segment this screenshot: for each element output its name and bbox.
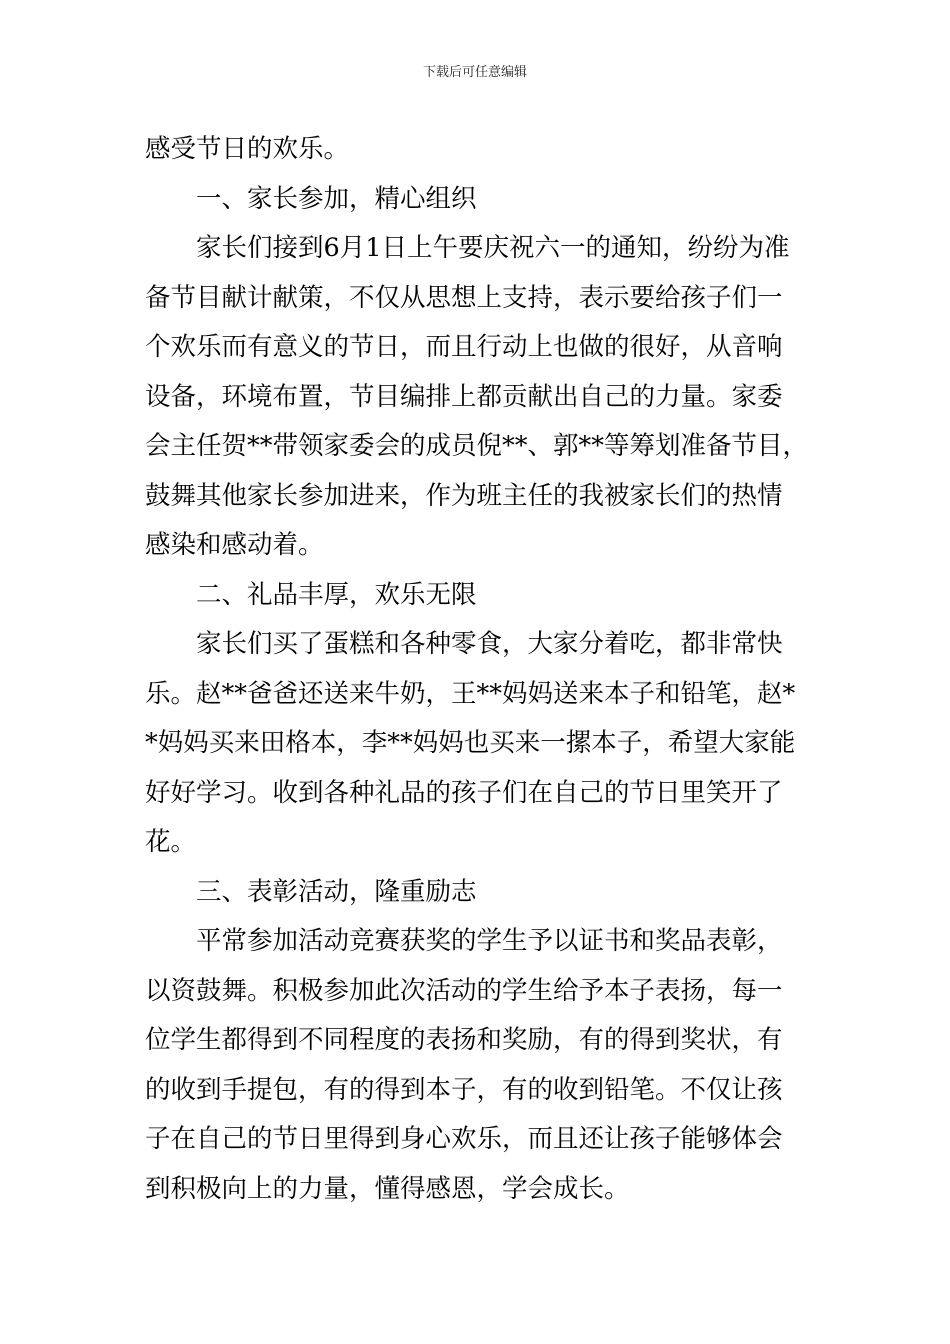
section-heading: 三、表彰活动，隆重励志 [196, 876, 477, 907]
text-line: 设备，环境布置，节目编排上都贡献出自己的力量。家委 [145, 381, 783, 412]
document-body [145, 125, 811, 1214]
text-line: 好好学习。收到各种礼品的孩子们在自己的节日里笑开了 [145, 777, 783, 808]
text-line: 子在自己的节日里得到身心欢乐，而且还让孩子能够体会 [145, 1124, 783, 1154]
text-line: 个欢乐而有意义的节日，而且行动上也做的很好，从音响 [145, 332, 783, 362]
text-line: 平常参加活动竞赛获奖的学生予以证书和奖品表彰， [196, 926, 783, 956]
text-line: *妈妈买来田格本，李**妈妈也买来一摞本子，希望大家能 [145, 728, 796, 758]
page-header: 下载后可任意编辑 [422, 65, 527, 80]
text-line: 到积极向上的力量，懂得感恩，学会成长。 [145, 1173, 630, 1204]
text-line: 的收到手提包，有的得到本子，有的收到铅笔。不仅让孩 [145, 1074, 783, 1105]
text-line: 位学生都得到不同程度的表扬和奖励，有的得到奖状，有 [145, 1025, 783, 1055]
section-heading: 一、家长参加，精心组织 [196, 183, 477, 214]
text-line: 备节目献计献策，不仅从思想上支持，表示要给孩子们一 [145, 282, 783, 313]
text-line: 感染和感动着。 [145, 530, 324, 560]
section-heading: 二、礼品丰厚，欢乐无限 [196, 579, 477, 610]
text-line: 以资鼓舞。积极参加此次活动的学生给予本子表扬，每一 [145, 975, 783, 1006]
text-line: 乐。赵**爸爸还送来牛奶，王**妈妈送来本子和铅笔，赵* [145, 678, 796, 709]
text-line: 家长们接到6月1日上午要庆祝六一的通知，纷纷为准 [196, 233, 790, 263]
text-line: 会主任贺**带领家委会的成员倪**、郭**等筹划准备节目， [145, 431, 809, 461]
text-line: 鼓舞其他家长参加进来，作为班主任的我被家长们的热情 [145, 480, 783, 511]
text-line: 感受节日的欢乐。 [145, 134, 350, 164]
text-line: 花。 [145, 827, 197, 857]
text-line: 家长们买了蛋糕和各种零食，大家分着吃，都非常快 [196, 629, 783, 659]
